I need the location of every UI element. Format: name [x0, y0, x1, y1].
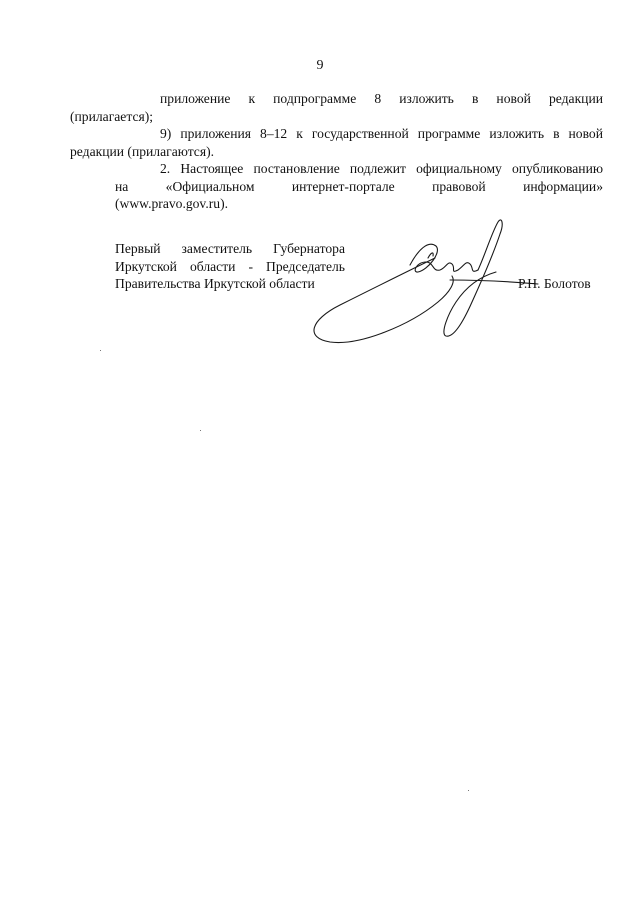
paragraph-line: приложение к подпрограмме 8 изложить в новой редакции — [160, 91, 603, 106]
signatory-position-line: Первый заместитель Губернатора — [115, 241, 345, 256]
signatory-position-line: Иркутской области - Председатель — [115, 258, 345, 274]
paragraph-publication — [115, 160, 603, 213]
paragraph-line: редакции (прилагаются). — [70, 143, 215, 159]
paragraph-line: 9) приложения 8–12 к государственной программе изложить в новой — [160, 126, 603, 141]
paragraph-line: на «Официальном интернет-портале правовой информации» — [115, 178, 603, 194]
paragraph-line: (прилагается); — [70, 108, 154, 124]
paragraph-line: 2. Настоящее постановление подлежит официальному опубликованию — [160, 161, 603, 176]
scan-speck — [468, 790, 469, 791]
page-number: 9 — [316, 58, 324, 73]
paragraph-annex-8 — [70, 90, 603, 125]
paragraph-annexes-8-12 — [70, 125, 603, 160]
signatory-name: Р.Н. Болотов — [518, 276, 591, 291]
document-body — [70, 90, 603, 213]
signatory-position-line: Правительства Иркутской области — [115, 276, 315, 291]
scan-speck — [200, 430, 201, 431]
scan-speck — [100, 350, 101, 351]
signatory-position — [115, 240, 345, 293]
paragraph-line: (www.pravo.gov.ru). — [115, 196, 228, 211]
